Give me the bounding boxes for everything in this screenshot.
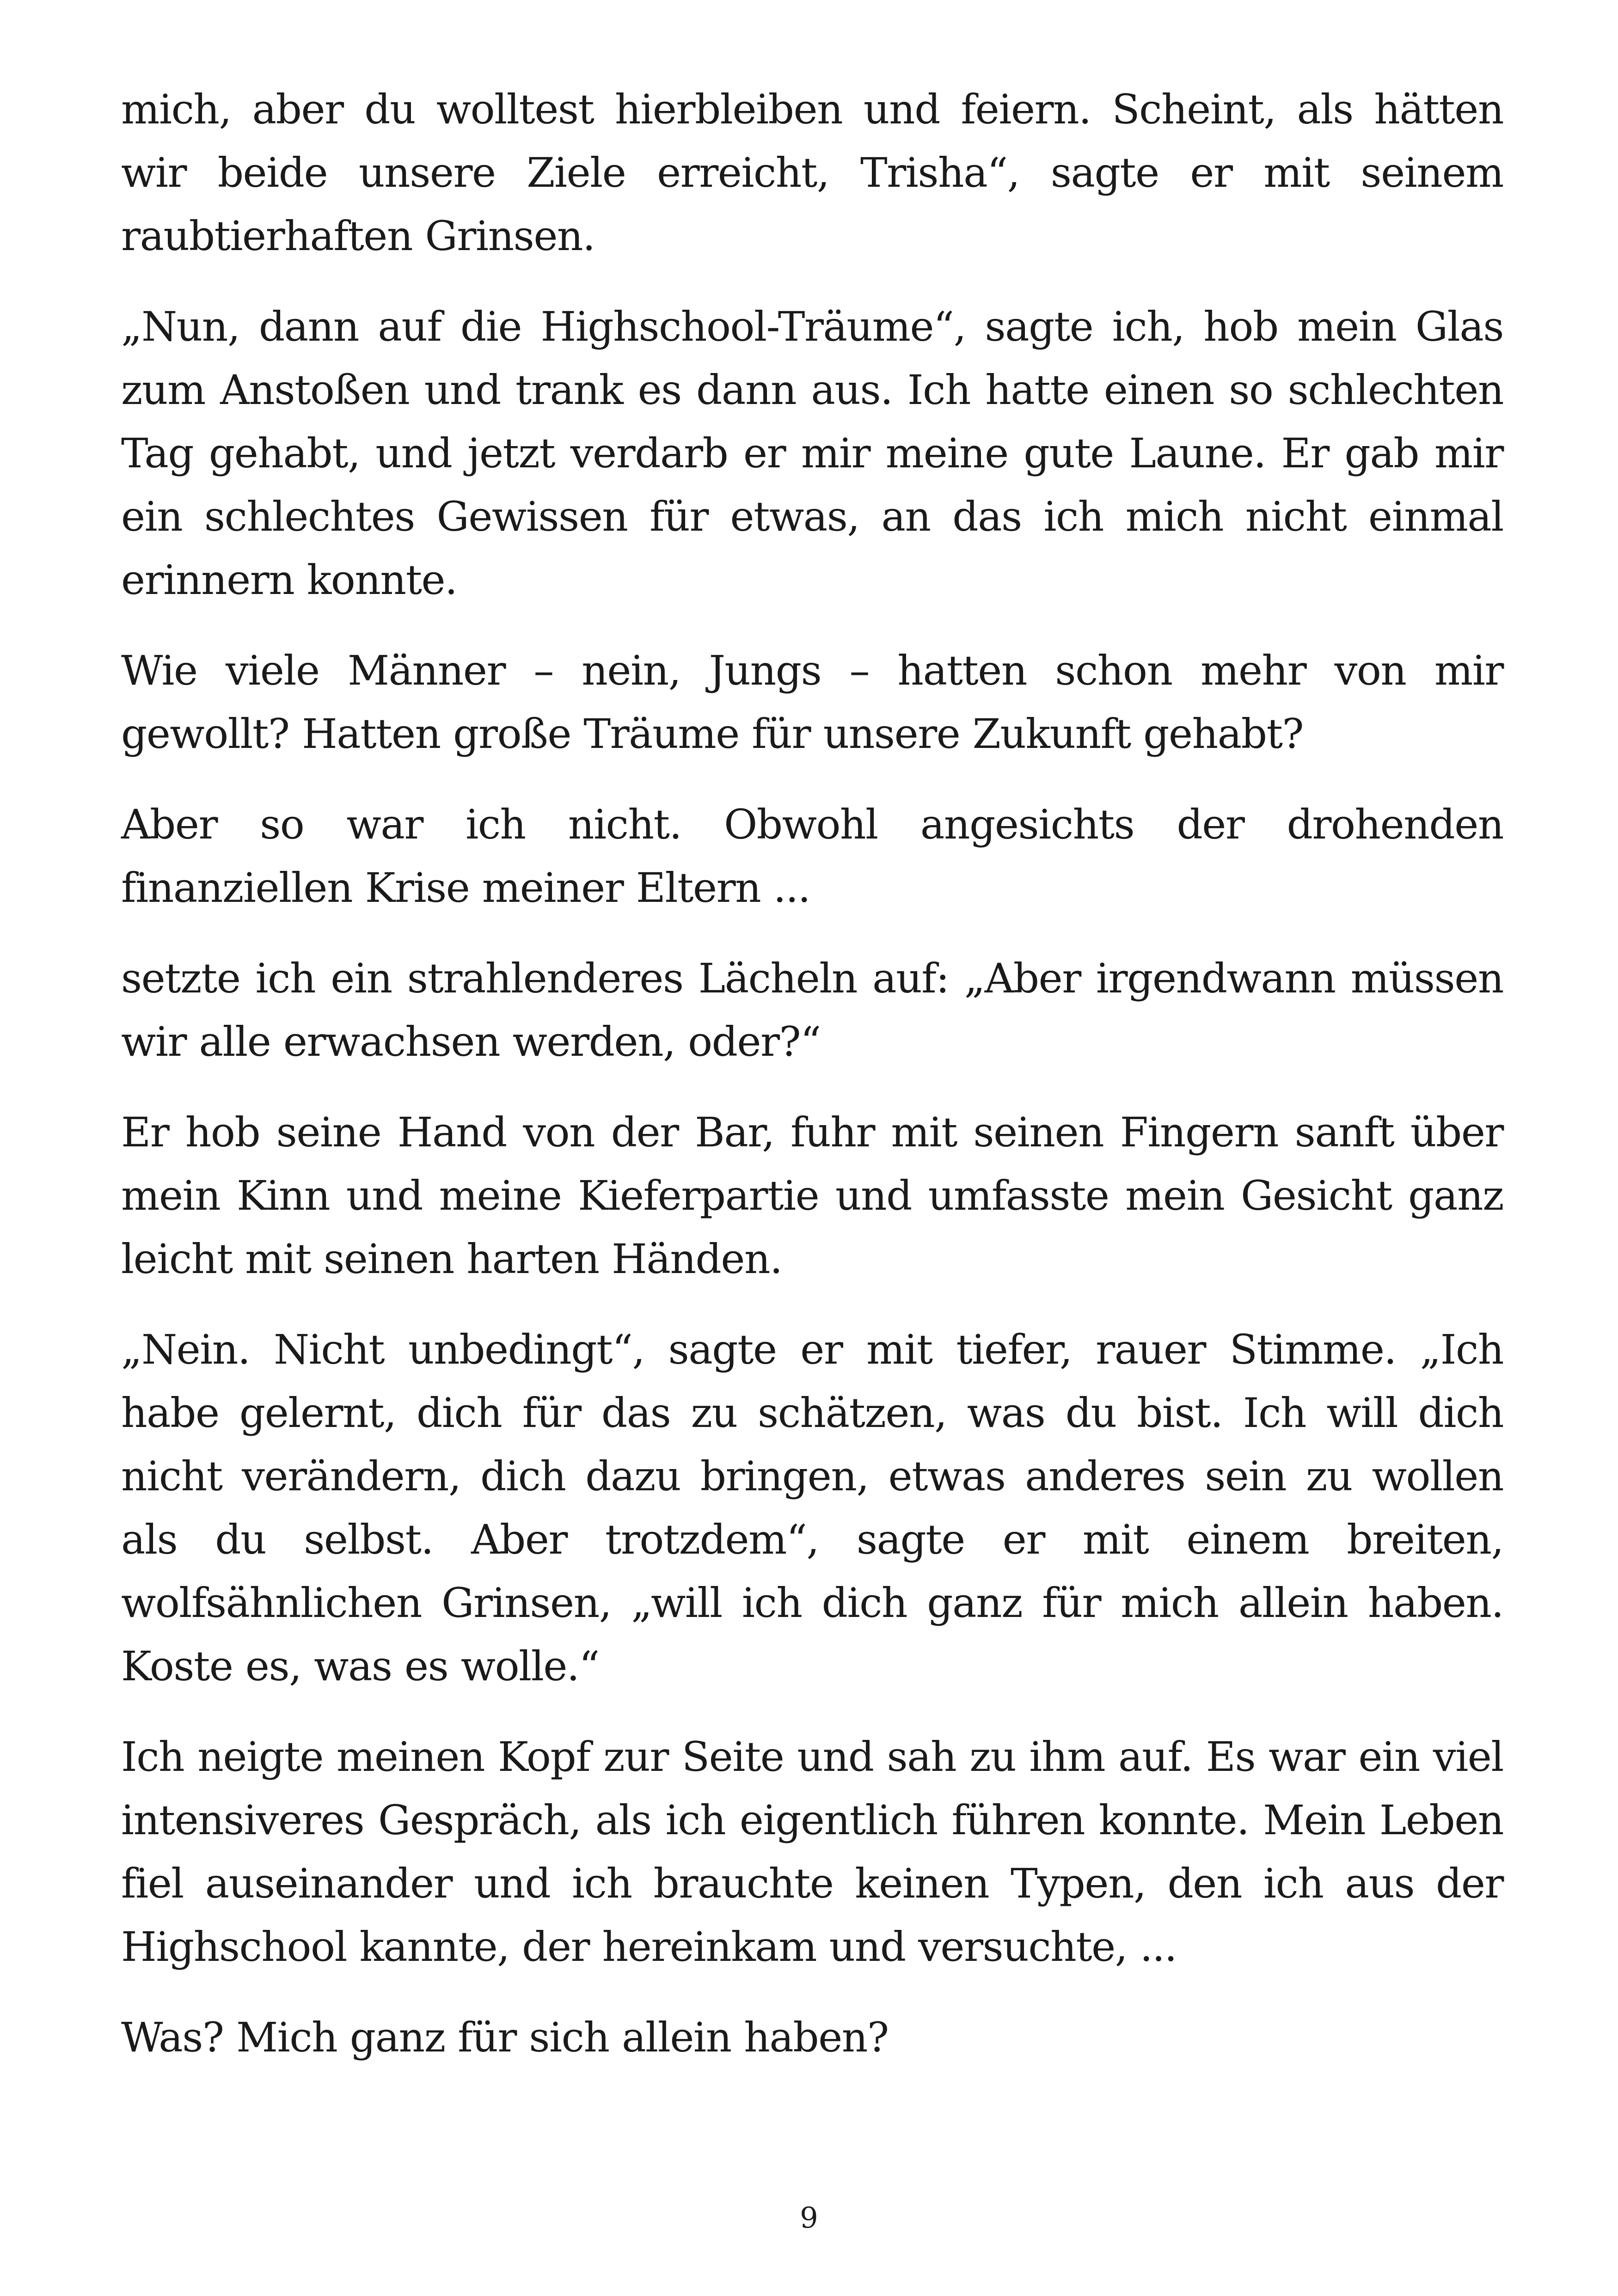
paragraph-9: Was? Mich ganz für sich allein haben? [121,2014,889,2061]
paragraph-2: „Nun, dann auf die Highschool-Träume“, sagte ich, hob mein Glas zum Anstoßen und trank es dann aus. Ich hatte einen so schlechten Tag gehabt, und jetzt verdarb er mir meine gute Laune. Er gab mir ein schlechtes Gewissen für etwas, an das ich mich nicht einmal erinnern konnte. [121,303,1503,604]
paragraph-1: mich, aber du wolltest hierbleiben und feiern. Scheint, als hätten wir beide unsere Ziele erreicht, Trisha“, sagte er mit seinem raubtierhaften Grinsen. [121,86,1503,260]
paragraph-4: Aber so war ich nicht. Obwohl angesichts der drohenden finanziellen Krise meiner Eltern ... [121,801,1503,912]
paragraph-8: Ich neigte meinen Kopf zur Seite und sah zu ihm auf. Es war ein viel intensiveres Gespräch, als ich eigentlich führen konnte. Mein Leben fiel auseinander und ich brauchte keinen Typen, den ich aus der Highschool kannte, der hereinkam und versuchte, ... [121,1733,1503,1971]
paragraph-3: Wie viele Männer – nein, Jungs – hatten schon mehr von mir gewollt? Hatten große Träume für unsere Zukunft gehabt? [121,647,1503,758]
paragraph-7: „Nein. Nicht unbedingt“, sagte er mit tiefer, rauer Stimme. „Ich habe gelernt, dich für das zu schätzen, was du bist. Ich will dich nicht verändern, dich dazu bringen, etwas anderes sein zu wollen als du selbst. Aber trotzdem“, sagte er mit einem breiten, wolfsähnlichen Grinsen, „will ich dich ganz für mich allein haben. Koste es, was es wolle.“ [121,1326,1503,1690]
paragraph-5: setzte ich ein strahlenderes Lächeln auf: „Aber irgendwann müssen wir alle erwachsen werden, oder?“ [121,955,1503,1065]
page-text-body [121,78,1503,2096]
page-number: 9 [800,2201,818,2235]
paragraph-6: Er hob seine Hand von der Bar, fuhr mit seinen Fingern sanft über mein Kinn und meine Kieferpartie und umfasste mein Gesicht ganz leicht mit seinen harten Händen. [121,1108,1503,1283]
